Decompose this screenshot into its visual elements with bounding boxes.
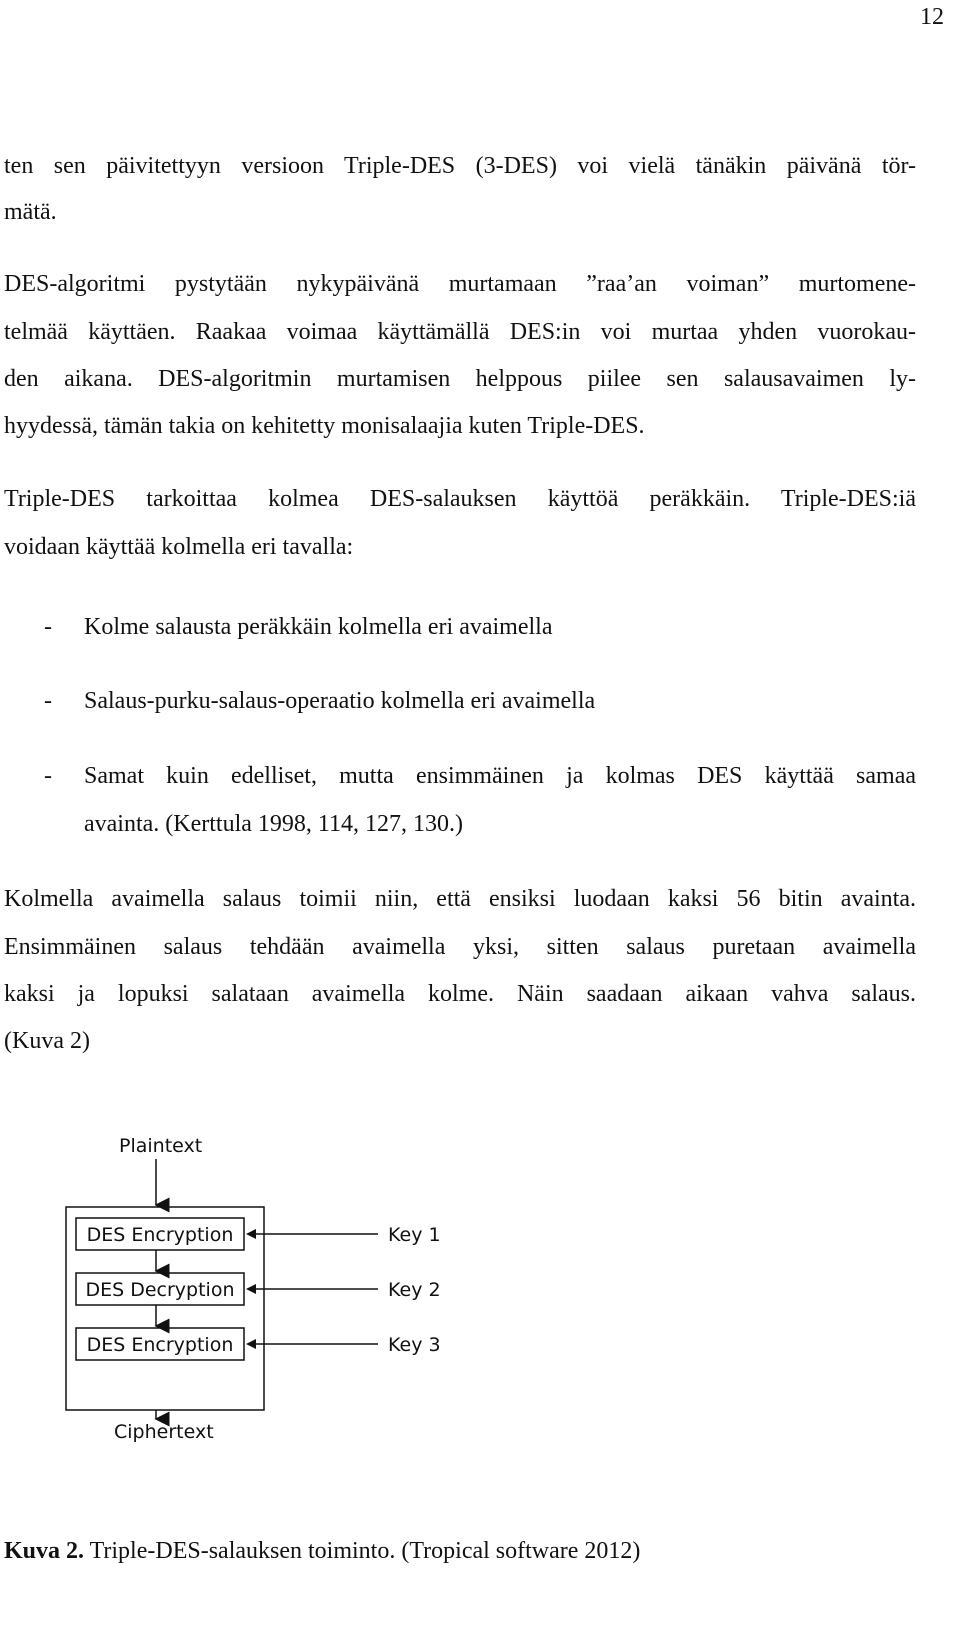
- stage-label-3: DES Encryption: [86, 1334, 234, 1356]
- caption-text: Triple-DES-salauksen toiminto. (Tropical software 2012): [84, 1538, 641, 1564]
- paragraph-3-line-2: voidaan käyttää kolmella eri tavalla:: [4, 534, 354, 560]
- paragraph-3-line-1: Triple-DES tarkoittaa kolmea DES-salauksen käyttöä peräkkäin. Triple-DES:iä: [4, 486, 916, 512]
- caption-label: Kuva 2.: [4, 1538, 85, 1564]
- list-item-3: Samat kuin edelliset, mutta ensimmäinen ja kolmas DES käyttää samaa: [84, 763, 916, 789]
- key-arrowhead: [246, 1284, 256, 1294]
- ciphertext-label: Ciphertext: [114, 1421, 214, 1443]
- paragraph-2-line-1: DES-algoritmi pystytään nykypäivänä murtamaan ”raa’an voiman” murtomene-: [4, 271, 916, 297]
- list-item-1: Kolme salausta peräkkäin kolmella eri avaimella: [84, 614, 553, 640]
- list-bullet: -: [44, 614, 52, 640]
- paragraph-1-line-2: mätä.: [4, 199, 57, 225]
- stage-label-2: DES Decryption: [85, 1279, 235, 1301]
- page-number: 12: [920, 4, 944, 30]
- paragraph-1-line-1: ten sen päivitettyyn versioon Triple-DES (3-DES) voi vielä tänäkin päivänä tör-: [4, 153, 916, 179]
- figure-caption: [4, 1534, 640, 1568]
- key-arrowhead: [246, 1339, 256, 1349]
- key-label-1: Key 1: [388, 1224, 441, 1246]
- key-label-3: Key 3: [388, 1334, 441, 1356]
- list-bullet: -: [44, 688, 52, 714]
- list-item-3-continuation: avainta. (Kerttula 1998, 114, 127, 130.): [84, 811, 464, 837]
- paragraph-2-line-4: hyydessä, tämän takia on kehitetty monisalaajia kuten Triple-DES.: [4, 413, 645, 439]
- paragraph-2-line-3: den aikana. DES-algoritmin murtamisen helppous piilee sen salausavaimen ly-: [4, 366, 916, 392]
- key-arrowhead: [246, 1229, 256, 1239]
- paragraph-4-line-2: Ensimmäinen salaus tehdään avaimella yksi, sitten salaus puretaan avaimella: [4, 934, 916, 960]
- stage-label-1: DES Encryption: [86, 1224, 234, 1246]
- list-bullet: -: [44, 763, 52, 789]
- paragraph-4-line-3: kaksi ja lopuksi salataan avaimella kolme. Näin saadaan aikaan vahva salaus.: [4, 981, 916, 1007]
- paragraph-2-line-2: telmää käyttäen. Raakaa voimaa käyttämällä DES:in voi murtaa yhden vuorokau-: [4, 319, 916, 345]
- paragraph-4-line-4: (Kuva 2): [4, 1028, 90, 1054]
- plaintext-label: Plaintext: [119, 1135, 203, 1157]
- list-item-2: Salaus-purku-salaus-operaatio kolmella eri avaimella: [84, 688, 596, 714]
- paragraph-4-line-1: Kolmella avaimella salaus toimii niin, että ensiksi luodaan kaksi 56 bitin avainta.: [4, 886, 916, 912]
- key-label-2: Key 2: [388, 1279, 441, 1301]
- triple-des-diagram: [0, 1125, 480, 1455]
